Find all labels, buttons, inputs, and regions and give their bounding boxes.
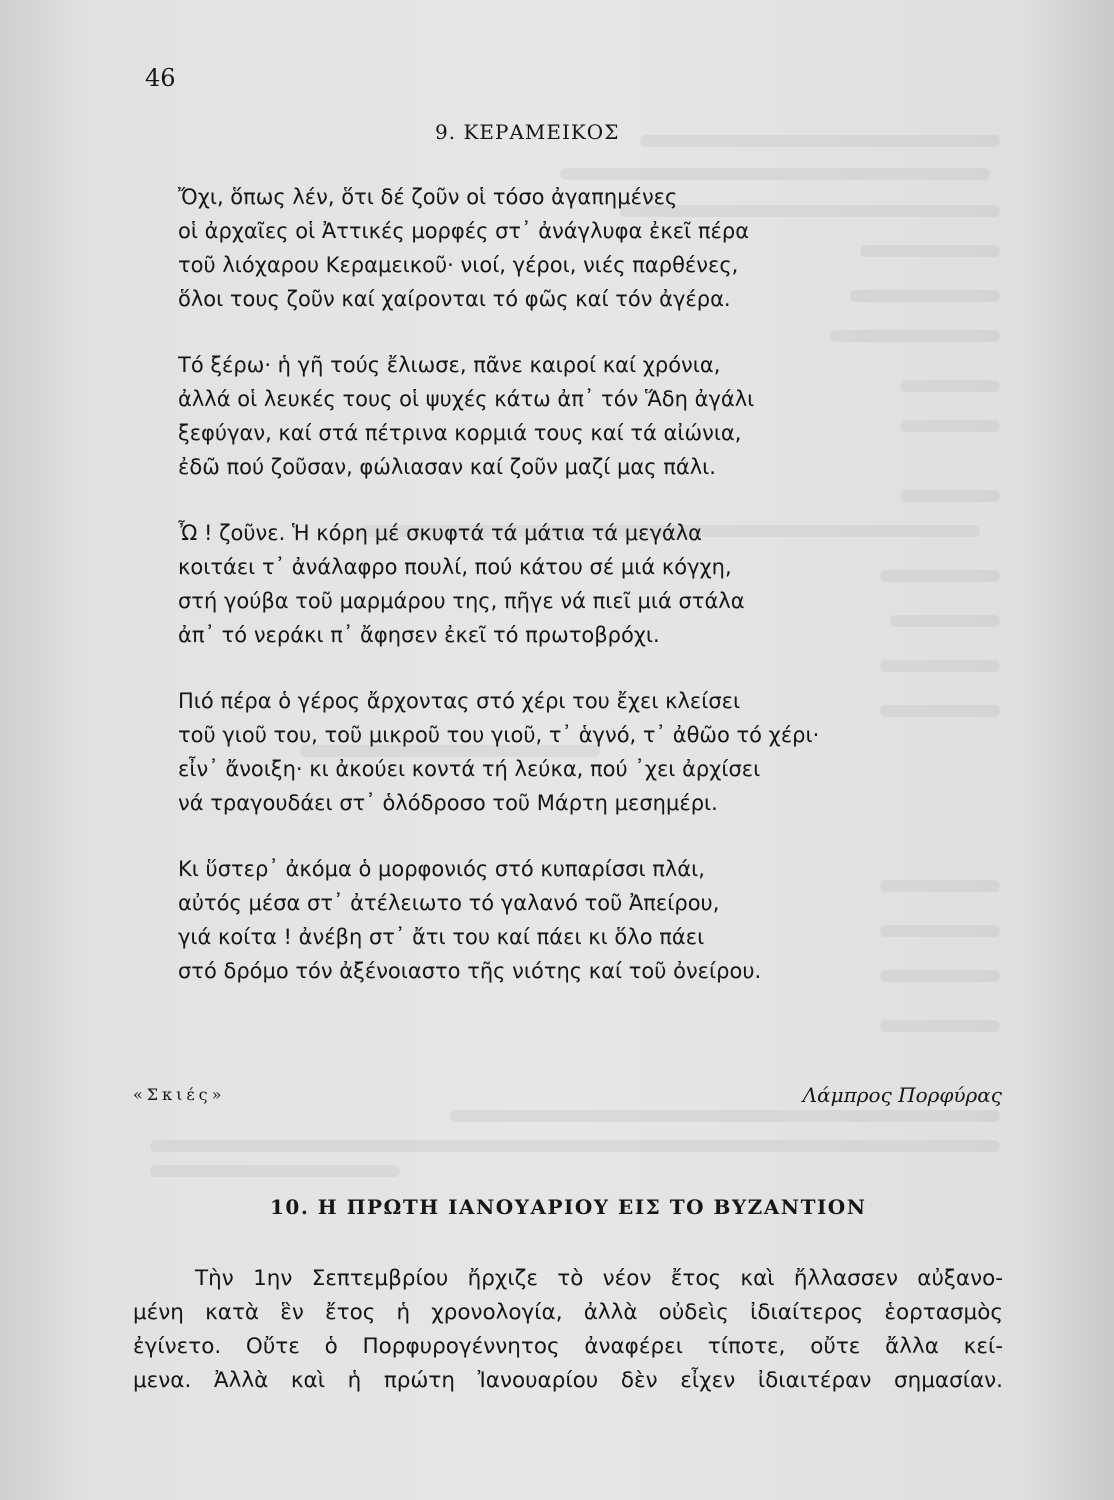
poem-line: αὐτός μέσα στ᾽ ἀτέλειωτο τό γαλανό τοῦ Ἀπείρου, — [178, 891, 720, 915]
poem-line: στό δρόμο τόν ἀξένοιαστο τῆς νιότης καί τοῦ ὀνείρου. — [178, 959, 762, 983]
poem-line: Ὄχι, ὅπως λέν, ὅτι δέ ζοῦν οἱ τόσο ἀγαπημένες — [178, 185, 678, 209]
prose-paragraph — [133, 1262, 1003, 1398]
poem-line: Ὦ ! ζοῦνε. Ἡ κόρη μέ σκυφτά τά μάτια τά μεγάλα — [178, 521, 703, 545]
page-number: 46 — [145, 64, 176, 92]
poem-line: τοῦ λιόχαρου Κεραμεικοῦ· νιοί, γέροι, νιές παρθένες, — [178, 253, 739, 277]
stanza — [178, 852, 819, 988]
stanza — [178, 684, 819, 820]
poem-line: τοῦ γιοῦ του, τοῦ μικροῦ του γιοῦ, τ᾽ ἁγνό, τ᾽ ἀθῶο τό χέρι· — [178, 723, 820, 747]
poem — [178, 180, 819, 1020]
section-title-byzantium: 10. Η ΠΡΩΤΗ ΙΑΝΟΥΑΡΙΟΥ ΕΙΣ ΤΟ ΒΥΖΑΝΤΙΟΝ — [270, 1195, 867, 1219]
stanza — [178, 348, 819, 484]
prose-line: μενα. Ἀλλὰ καὶ ἡ πρώτη Ἰανουαρίου δὲν εἶχεν ἰδιαιτέραν σημασίαν. — [133, 1368, 1003, 1393]
poem-line: ἀλλά οἱ λευκές τους οἱ ψυχές κάτω ἀπ᾽ τόν Ἅδη ἀγάλι — [178, 387, 755, 411]
stanza — [178, 180, 819, 316]
stanza — [178, 516, 819, 652]
poem-line: κοιτάει τ᾽ ἀνάλαφρο πουλί, πού κάτου σέ μιά κόγχη, — [178, 555, 732, 579]
poem-line: ἐδῶ πού ζοῦσαν, φώλιασαν καί ζοῦν μαζί μας πάλι. — [178, 455, 716, 479]
poem-line: Κι ὕστερ᾽ ἀκόμα ὁ μορφονιός στό κυπαρίσσι πλάι, — [178, 857, 705, 881]
poem-author: Λάμπρος Πορφύρας — [802, 1083, 1002, 1107]
poem-line: γιά κοίτα ! ἀνέβη στ᾽ ἄτι του καί πάει κι ὅλο πάει — [178, 925, 705, 949]
section-title-kerameikos: 9. ΚΕΡΑΜΕΙΚΟΣ — [435, 120, 620, 144]
poem-line: οἱ ἀρχαῖες οἱ Ἀττικές μορφές στ᾽ ἀνάγλυφα ἐκεῖ πέρα — [178, 219, 750, 243]
poem-line: ἀπ᾽ τό νεράκι π᾽ ἄφησεν ἐκεῖ τό πρωτοβρόχι. — [178, 623, 660, 647]
poem-line: Τό ξέρω· ἡ γῆ τούς ἔλιωσε, πᾶνε καιροί καί χρόνια, — [178, 353, 721, 377]
prose-line: Τὴν 1ην Σεπτεμβρίου ἤρχιζε τὸ νέον ἔτος καὶ ἤλλασσεν αὐξανο- — [195, 1266, 1003, 1291]
poem-line: νά τραγουδάει στ᾽ ὁλόδροσο τοῦ Μάρτη μεσημέρι. — [178, 791, 718, 815]
poem-source: «Σκιές» — [133, 1085, 226, 1104]
poem-line: στή γούβα τοῦ μαρμάρου της, πῆγε νά πιεῖ μιά στάλα — [178, 589, 745, 613]
poem-line: ὅλοι τους ζοῦν καί χαίρονται τό φῶς καί τόν ἀγέρα. — [178, 287, 731, 311]
poem-line: Πιό πέρα ὁ γέρος ἄρχοντας στό χέρι του ἔχει κλείσει — [178, 689, 741, 713]
prose-line: μένη κατὰ ἓν ἔτος ἡ χρονολογία, ἀλλὰ οὐδεὶς ἰδιαίτερος ἑορτασμὸς — [133, 1300, 1003, 1325]
prose-line: ἐγίνετο. Οὔτε ὁ Πορφυρογέννητος ἀναφέρει τίποτε, οὔτε ἄλλα κεί- — [133, 1334, 1003, 1359]
poem-line: ξεφύγαν, καί στά πέτρινα κορμιά τους καί τά αἰώνια, — [178, 421, 742, 445]
poem-line: εἶν᾽ ἄνοιξη· κι ἀκούει κοντά τή λεύκα, πού ᾽χει ἀρχίσει — [178, 757, 761, 781]
